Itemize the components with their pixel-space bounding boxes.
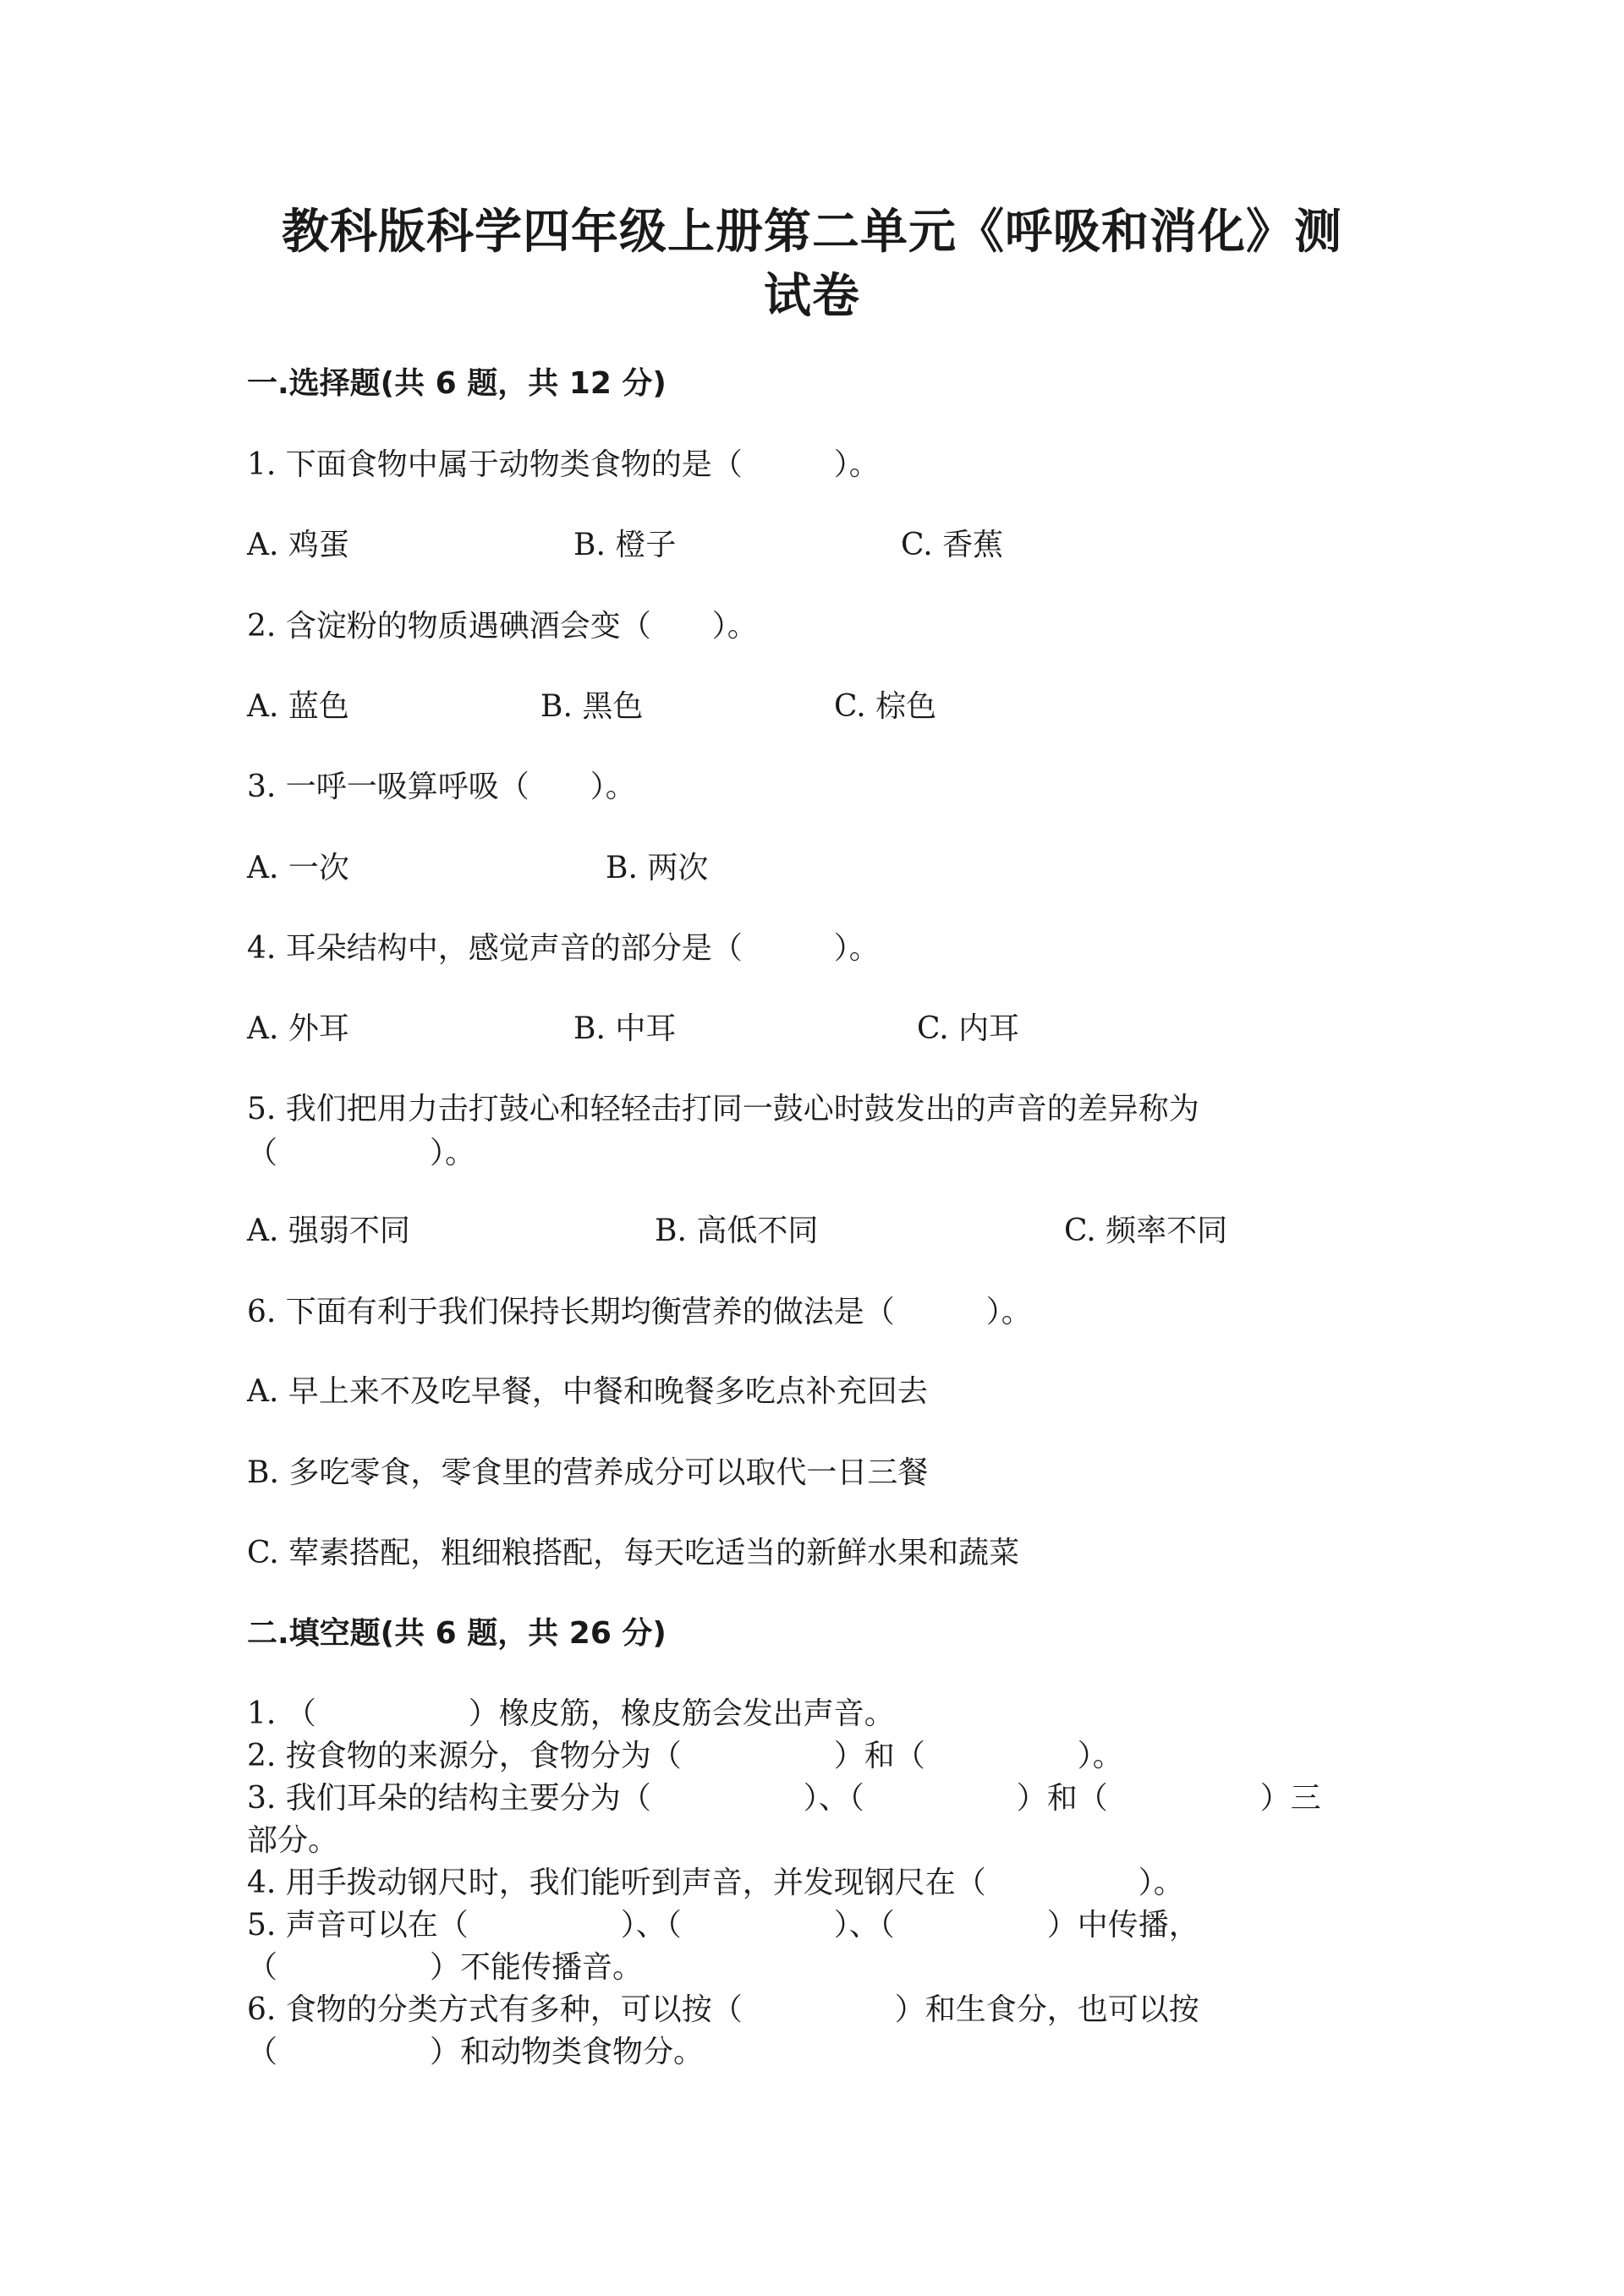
q2-option-a: A. 蓝色 — [247, 689, 349, 724]
q6-option-a: A. 早上来不及吃早餐，中餐和晚餐多吃点补充回去 — [247, 1374, 928, 1409]
section2-heading: 二.填空题(共 6 题，共 26 分) — [247, 1616, 667, 1651]
q3-option-b: B. 两次 — [606, 851, 709, 885]
q5-stem-line1: 5. 我们把用力击打鼓心和轻轻击打同一鼓心时鼓发出的声音的差异称为 — [247, 1092, 1199, 1126]
fill-line-6-cont: （ ）和动物类食物分。 — [247, 2035, 705, 2069]
q5-stem-line2: （ ）。 — [247, 1136, 476, 1170]
q1-stem: 1. 下面食物中属于动物类食物的是（ ）。 — [247, 447, 880, 482]
exam-title-line2: 试卷 — [764, 268, 860, 324]
fill-line-3-cont: 部分。 — [247, 1823, 339, 1858]
q2-option-b: B. 黑色 — [540, 689, 644, 724]
exam-title-line1: 教科版科学四年级上册第二单元《呼吸和消化》测 — [282, 204, 1342, 260]
q5-option-c: C. 频率不同 — [1064, 1214, 1228, 1248]
q5-option-b: B. 高低不同 — [655, 1214, 819, 1248]
section1-heading: 一.选择题(共 6 题，共 12 分) — [247, 366, 667, 401]
q2-stem: 2. 含淀粉的物质遇碘酒会变（ ）。 — [247, 609, 758, 644]
q6-stem: 6. 下面有利于我们保持长期均衡营养的做法是（ ）。 — [247, 1295, 1032, 1329]
q4-option-b: B. 中耳 — [573, 1011, 677, 1046]
fill-line-4: 4. 用手拨动钢尺时，我们能听到声音，并发现钢尺在（ ）。 — [247, 1866, 1184, 1900]
q3-stem: 3. 一呼一吸算呼吸（ ）。 — [247, 770, 636, 804]
q6-option-c: C. 荤素搭配，粗细粮搭配，每天吃适当的新鲜水果和蔬菜 — [247, 1536, 1020, 1570]
fill-line-5-cont: （ ）不能传播音。 — [247, 1950, 644, 1985]
q1-option-b: B. 橙子 — [573, 528, 677, 562]
fill-line-1: 1. （ ）橡皮筋，橡皮筋会发出声音。 — [247, 1696, 895, 1731]
fill-line-6: 6. 食物的分类方式有多种，可以按（ ）和生食分，也可以按 — [247, 1992, 1199, 2027]
fill-line-5: 5. 声音可以在（ ）、（ ）、（ ）中传播， — [247, 1908, 1199, 1943]
q4-stem: 4. 耳朵结构中，感觉声音的部分是（ ）。 — [247, 931, 880, 966]
q5-option-a: A. 强弱不同 — [247, 1214, 410, 1248]
fill-line-2: 2. 按食物的来源分，食物分为（ ）和（ ）。 — [247, 1739, 1123, 1773]
q2-option-c: C. 棕色 — [834, 689, 937, 724]
q1-option-a: A. 鸡蛋 — [247, 528, 349, 562]
q4-option-a: A. 外耳 — [247, 1011, 349, 1046]
q4-option-c: C. 内耳 — [917, 1011, 1020, 1046]
q6-option-b: B. 多吃零食，零食里的营养成分可以取代一日三餐 — [247, 1455, 929, 1490]
exam-title — [203, 200, 1421, 328]
fill-line-3: 3. 我们耳朵的结构主要分为（ ）、（ ）和（ ）三 — [247, 1781, 1321, 1816]
q1-option-c: C. 香蕉 — [901, 528, 1004, 562]
q3-option-a: A. 一次 — [247, 851, 349, 885]
